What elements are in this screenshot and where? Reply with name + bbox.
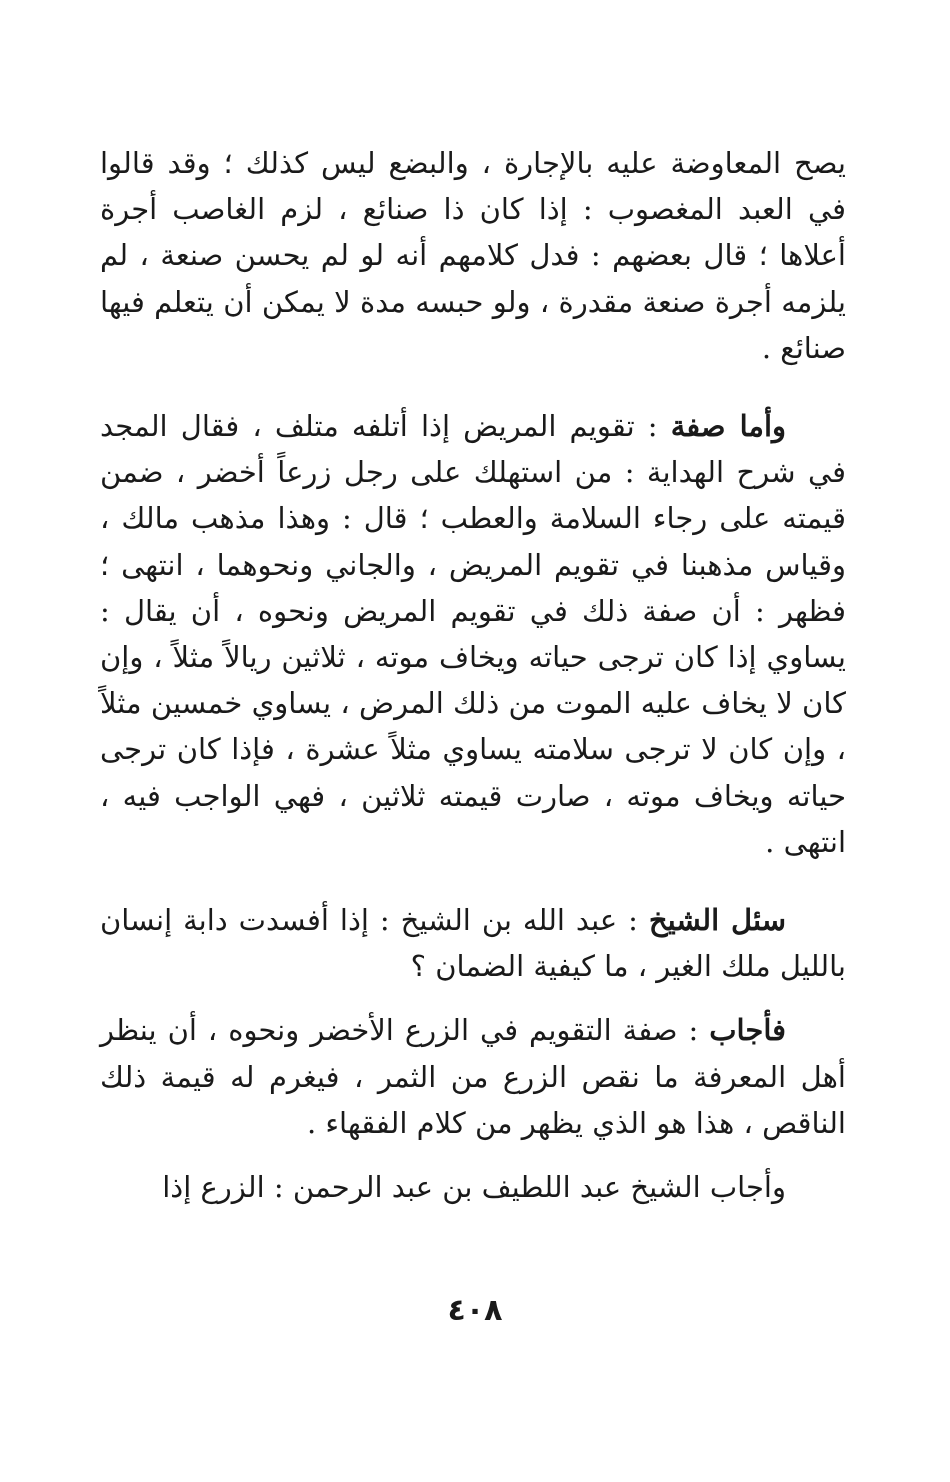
paragraph-lead: فأجاب: [709, 1013, 787, 1048]
paragraph-gap: [100, 989, 846, 1007]
paragraph-text: : صفة التقويم في الزرع الأخضر ونحوه ، أن ينظر أهل المعرفة ما نقص الزرع من الثمر ، فيغرم له قيمة ذلك الناقص ، هذا هو الذي يظهر من كلام الفقهاء .: [100, 1013, 846, 1140]
paragraph-text: : عبد الله بن الشيخ : إذا أفسدت دابة إنسان بالليل ملك الغير ، ما كيفية الضمان ؟: [100, 903, 846, 984]
paragraph-lead: سئل الشيخ: [648, 903, 787, 938]
paragraph-question: [100, 897, 846, 989]
paragraph-gap: [100, 1146, 846, 1164]
paragraph-text: وأجاب الشيخ عبد اللطيف بن عبد الرحمن : الزرع إذا: [162, 1170, 786, 1205]
page-body: [100, 140, 846, 1210]
paragraph-second-answer: [100, 1164, 846, 1210]
paragraph-gap: [100, 865, 846, 897]
paragraph-text: : تقويم المريض إذا أتلفه متلف ، فقال المجد في شرح الهداية : من استهلك على رجل زرعاً أخضر ، ضمن قيمته على رجاء السلامة والعطب ؛ قال : وهذا مذهب مالك ، وقياس مذهبنا في تقويم المريض ، والجاني ونحوهما ، انتهى ؛ فظهر : أن صفة ذلك في تقويم المريض ونحوه ، أن يقال : يساوي إذا كان ترجى حياته ويخاف موته ، ثلاثين ريالاً مثلاً ، وإن كان لا يخاف عليه الموت من ذلك المرض ، يساوي خمسين مثلاً ، وإن كان لا ترجى سلامته يساوي مثلاً عشرة ، فإذا كان ترجى حياته ويخاف موته ، صارت قيمته ثلاثين ، فهي الواجب فيه ، انتهى .: [100, 409, 846, 859]
paragraph-lead: وأما صفة: [670, 409, 787, 444]
page-number: ٤٠٨: [447, 1293, 503, 1328]
paragraph-continuation: [100, 140, 846, 371]
paragraph-valuation: [100, 403, 846, 865]
paragraph-gap: [100, 371, 846, 403]
paragraph-text: يصح المعاوضة عليه بالإجارة ، والبضع ليس كذلك ؛ وقد قالوا في العبد المغصوب : إذا كان ذا صنائع ، لزم الغاصب أجرة أعلاها ؛ قال بعضهم : فدل كلامهم أنه لو لم يحسن صنعة ، لم يلزمه أجرة صنعة مقدرة ، ولو حبسه مدة لا يمكن أن يتعلم فيها صنائع .: [100, 146, 846, 365]
paragraph-answer: [100, 1007, 846, 1146]
